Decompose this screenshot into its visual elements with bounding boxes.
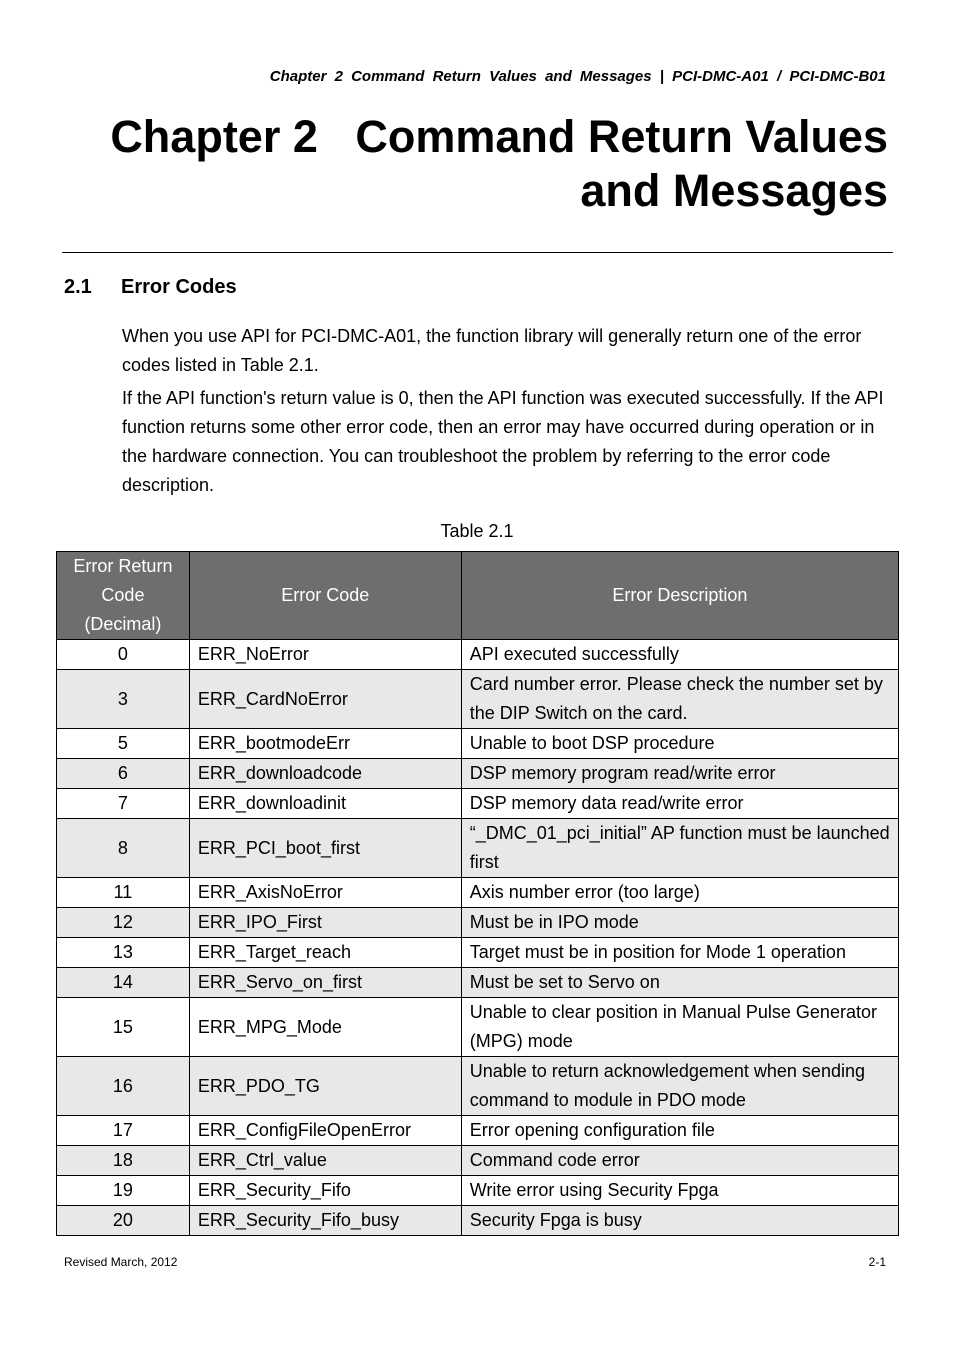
table-row	[57, 938, 899, 968]
table-caption: Table 2.1	[440, 521, 514, 541]
section-heading	[64, 276, 237, 299]
table-row	[57, 640, 899, 670]
cell-error-code: ERR_Ctrl_value	[189, 1146, 461, 1176]
cell-error-description: Error opening configuration file	[461, 1116, 898, 1146]
cell-error-code: ERR_downloadinit	[189, 789, 461, 819]
title-divider	[62, 252, 893, 253]
running-header: Chapter 2 Command Return Values and Messages | PCI-DMC-A01 / PCI-DMC-B01	[269, 68, 886, 85]
return-value-paragraph: If the API function's return value is 0, then the API function was executed successfully. If the API function returns some other error code, then an error may have occurred during operation or in the hardware connection. You can troubleshoot the problem by referring to the error code description.	[122, 388, 884, 495]
cell-return-code: 18	[57, 1146, 190, 1176]
cell-return-code: 19	[57, 1176, 190, 1206]
cell-error-code: ERR_Security_Fifo	[189, 1176, 461, 1206]
table-row	[57, 968, 899, 998]
table-header-row	[57, 552, 899, 640]
cell-return-code: 17	[57, 1116, 190, 1146]
cell-return-code: 16	[57, 1057, 190, 1116]
table-row	[57, 1057, 899, 1116]
table-row	[57, 1176, 899, 1206]
table-body	[57, 640, 899, 1236]
cell-error-description: Target must be in position for Mode 1 operation	[461, 938, 898, 968]
table-row	[57, 759, 899, 789]
cell-error-description: “_DMC_01_pci_initial” AP function must be launched first	[461, 819, 898, 878]
cell-error-code: ERR_MPG_Mode	[189, 998, 461, 1057]
cell-return-code: 7	[57, 789, 190, 819]
chapter-title-line-1: Chapter 2 Command Return Values	[110, 111, 888, 162]
chapter-title	[48, 110, 888, 218]
cell-error-description: DSP memory program read/write error	[461, 759, 898, 789]
table-row	[57, 670, 899, 729]
table-row	[57, 1206, 899, 1236]
table-row	[57, 998, 899, 1057]
error-code-table	[56, 551, 899, 1236]
table-row	[57, 729, 899, 759]
cell-error-description: Unable to return acknowledgement when sending command to module in PDO mode	[461, 1057, 898, 1116]
cell-error-description: Card number error. Please check the number set by the DIP Switch on the card.	[461, 670, 898, 729]
cell-error-code: ERR_Security_Fifo_busy	[189, 1206, 461, 1236]
cell-error-description: Security Fpga is busy	[461, 1206, 898, 1236]
table-row	[57, 1146, 899, 1176]
table-row	[57, 819, 899, 878]
intro-paragraph: When you use API for PCI-DMC-A01, the function library will generally return one of the error codes listed in Table 2.1.	[122, 326, 862, 375]
cell-return-code: 11	[57, 878, 190, 908]
cell-error-code: ERR_NoError	[189, 640, 461, 670]
cell-return-code: 3	[57, 670, 190, 729]
header-error-description: Error Description	[461, 552, 898, 640]
cell-error-description: Unable to clear position in Manual Pulse Generator (MPG) mode	[461, 998, 898, 1057]
cell-error-code: ERR_IPO_First	[189, 908, 461, 938]
cell-error-description: Must be set to Servo on	[461, 968, 898, 998]
cell-error-description: Axis number error (too large)	[461, 878, 898, 908]
cell-return-code: 0	[57, 640, 190, 670]
cell-error-code: ERR_PCI_boot_first	[189, 819, 461, 878]
header-return-code: Error Return Code (Decimal)	[57, 552, 190, 640]
cell-error-code: ERR_downloadcode	[189, 759, 461, 789]
cell-error-description: Write error using Security Fpga	[461, 1176, 898, 1206]
cell-error-code: ERR_Servo_on_first	[189, 968, 461, 998]
cell-error-description: Must be in IPO mode	[461, 908, 898, 938]
cell-return-code: 5	[57, 729, 190, 759]
chapter-title-line-2: and Messages	[580, 165, 888, 216]
cell-error-description: Unable to boot DSP procedure	[461, 729, 898, 759]
table-row	[57, 908, 899, 938]
table-row	[57, 1116, 899, 1146]
cell-error-description: DSP memory data read/write error	[461, 789, 898, 819]
cell-return-code: 8	[57, 819, 190, 878]
page-number: 2-1	[868, 1255, 886, 1269]
cell-return-code: 20	[57, 1206, 190, 1236]
cell-return-code: 12	[57, 908, 190, 938]
footer-revision: Revised March, 2012	[64, 1255, 178, 1269]
cell-error-code: ERR_AxisNoError	[189, 878, 461, 908]
cell-return-code: 6	[57, 759, 190, 789]
cell-error-code: ERR_ConfigFileOpenError	[189, 1116, 461, 1146]
table-row	[57, 878, 899, 908]
cell-return-code: 14	[57, 968, 190, 998]
cell-error-description: Command code error	[461, 1146, 898, 1176]
cell-error-code: ERR_PDO_TG	[189, 1057, 461, 1116]
section-title: Error Codes	[121, 276, 237, 298]
cell-error-code: ERR_bootmodeErr	[189, 729, 461, 759]
section-number: 2.1	[64, 276, 92, 298]
header-error-code: Error Code	[189, 552, 461, 640]
cell-return-code: 15	[57, 998, 190, 1057]
cell-error-code: ERR_CardNoError	[189, 670, 461, 729]
cell-error-description: API executed successfully	[461, 640, 898, 670]
cell-error-code: ERR_Target_reach	[189, 938, 461, 968]
table-row	[57, 789, 899, 819]
cell-return-code: 13	[57, 938, 190, 968]
